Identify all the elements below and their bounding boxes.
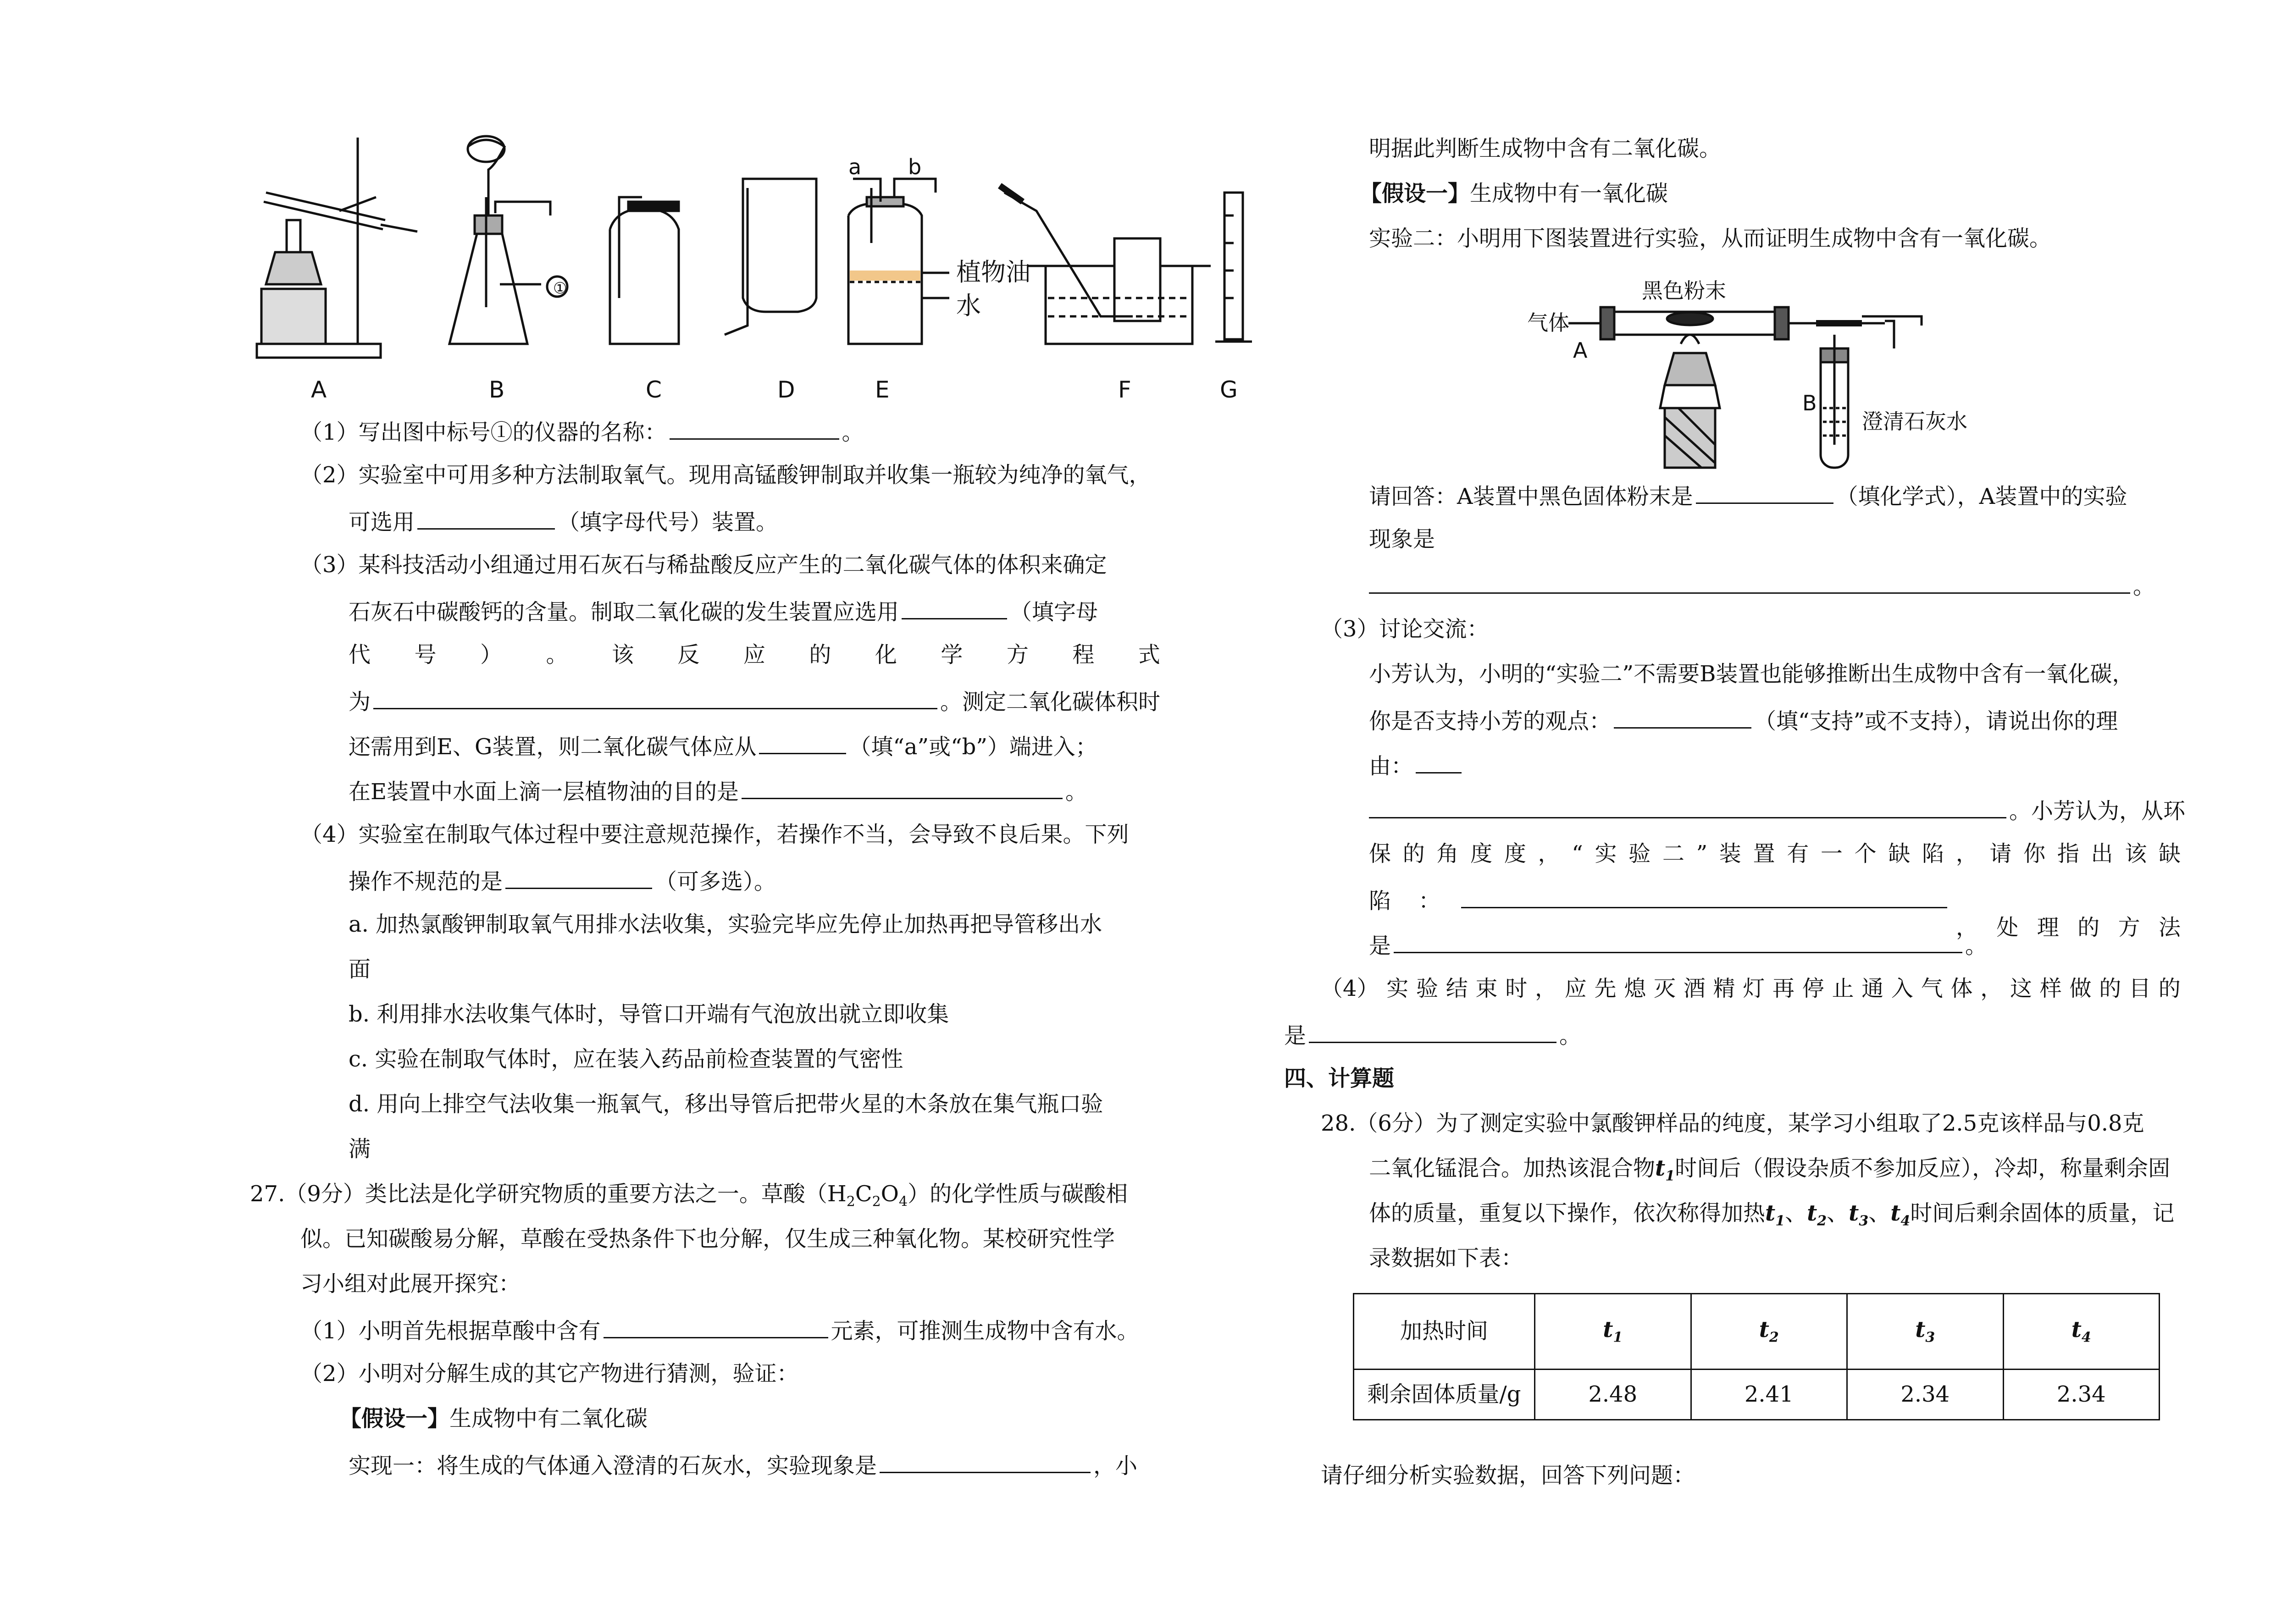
q4-line2: 是 。 — [1284, 1021, 1581, 1050]
q28-line2: 二氧化锰混合。加热该混合物$t_1$时间后（假设杂质不参加反应），冷却，称量剩余固 — [1369, 1155, 2171, 1184]
q28-line4: 录数据如下表： — [1369, 1245, 1523, 1271]
table-row-label: 剩余固体质量/g — [1354, 1370, 1535, 1420]
table-header-t1: $t_1$ — [1535, 1294, 1691, 1370]
apparatus-f-drawing — [1000, 186, 1211, 344]
q28-line5: 请仔细分析实验数据，回答下列问题： — [1321, 1463, 1695, 1488]
q26-1: （1）写出图中标号①的仪器的名称： 。 — [300, 417, 864, 446]
q3-line4: 。小芳认为，从环 — [1369, 796, 2185, 825]
table-row — [1354, 1294, 2160, 1370]
r-answer-3: 。 — [1369, 571, 2155, 600]
table-header-t2: $t_2$ — [1691, 1294, 1847, 1370]
svg-text:①: ① — [553, 279, 567, 298]
table-cell: 2.34 — [2003, 1370, 2160, 1420]
svg-text:B: B — [1802, 391, 1817, 415]
q3-line2: 你是否支持小芳的观点： （填“支持”或不支持），请说出你的理 — [1369, 706, 2118, 735]
r-answer-1: 请回答：A装置中黑色固体粉末是 （填化学式），A装置中的实验 — [1369, 481, 2127, 510]
svg-text:黑色粉末: 黑色粉末 — [1642, 278, 1726, 303]
q26-4-option-a-cont: 面 — [349, 956, 371, 982]
q26-4-option-a: a. 加热氯酸钾制取氧气用排水法收集，实验完毕应先停止加热再把导管移出水 — [349, 911, 1102, 937]
q3-discussion-title: （3）讨论交流： — [1321, 616, 1489, 642]
q27-1: （1）小明首先根据草酸中含有 元素，可推测生成物中含有水。 — [300, 1316, 1139, 1345]
q26-3-line6: 在E装置中水面上滴一层植物油的目的是 。 — [349, 777, 1087, 806]
q3-line6: 陷 ： ， 处 理 的 方 法 — [1369, 886, 2181, 915]
svg-text:b: b — [908, 155, 922, 179]
r-conclusion: 明据此判断生成物中含有二氧化碳。 — [1369, 136, 1722, 161]
q26-2-line1: （2）实验室中可用多种方法制取氧气。现用高锰酸钾制取并收集一瓶较为纯净的氧气， — [300, 462, 1151, 488]
q26-4-line2: 操作不规范的是 （可多选）。 — [349, 867, 776, 895]
data-table — [1353, 1293, 2160, 1420]
table-header-time: 加热时间 — [1354, 1294, 1535, 1370]
svg-text:澄清石灰水: 澄清石灰水 — [1862, 409, 1967, 434]
label-g: G — [1220, 376, 1238, 403]
q3-line5: 保 的 角 度 度 ， “ 实 验 二 ” 装 置 有 一 个 缺 陷 ， 请 你 指 出 该 缺 — [1369, 841, 2181, 867]
q26-4-option-d: d. 用向上排空气法收集一瓶氧气，移出导管后把带火星的木条放在集气瓶口验 — [349, 1091, 1103, 1117]
svg-text:水: 水 — [956, 291, 981, 320]
q26-3-line2: 石灰石中碳酸钙的含量。制取二氧化碳的发生装置应选用 （填字母 — [349, 597, 1098, 626]
q28-line1: 28.（6分）为了测定实验中氯酸钾样品的纯度，某学习小组取了2.5克该样品与0.8克 — [1321, 1110, 2144, 1136]
hypothesis-1: 【假设一】生成物中有二氧化碳 — [339, 1406, 648, 1431]
q26-3-line1: （3）某科技活动小组通过用石灰石与稀盐酸反应产生的二氧化碳气体的体积来确定 — [300, 552, 1107, 578]
apparatus-c-drawing — [610, 197, 679, 344]
section-4-title: 四、计算题 — [1284, 1066, 1395, 1091]
q26-4-option-c: c. 实验在制取气体时，应在装入药品前检查装置的气密性 — [349, 1046, 903, 1072]
label-f: F — [1118, 376, 1131, 403]
label-d: D — [777, 376, 795, 403]
q27-line3: 习小组对此展开探究： — [300, 1271, 521, 1297]
q26-3-line5: 还需用到E、G装置，则二氧化碳气体应从 （填“a”或“b”）端进入； — [349, 732, 1097, 761]
label-a: A — [311, 376, 327, 403]
q27-2: （2）小明对分解生成的其它产物进行猜测，验证： — [300, 1361, 799, 1386]
table-row — [1354, 1370, 2160, 1420]
label-e: E — [875, 376, 890, 403]
svg-text:气体: 气体 — [1527, 310, 1569, 335]
experiment-1: 实现一：将生成的气体通入澄清的石灰水，实验现象是 ，小 — [349, 1451, 1137, 1480]
svg-text:A: A — [1573, 338, 1588, 363]
hypothesis-2: 【假设一】生成物中有一氧化碳 — [1360, 181, 1668, 206]
q27-line2: 似。已知碳酸易分解，草酸在受热条件下也分解，仅生成三种氧化物。某校研究性学 — [300, 1226, 1115, 1252]
q3-line1: 小芳认为，小明的“实验二”不需要B装置也能够推断出生成物中含有一氧化碳， — [1369, 661, 2134, 687]
q26-4-line1: （4）实验室在制取气体过程中要注意规范操作，若操作不当，会导致不良后果。下列 — [300, 822, 1129, 847]
table-cell: 2.34 — [1847, 1370, 2004, 1420]
table-cell: 2.48 — [1535, 1370, 1691, 1420]
q26-3-line4: 为 。测定二氧化碳体积时 — [349, 687, 1160, 716]
q26-3-line3: 代 号 ） 。 该 反 应 的 化 学 方 程 式 — [349, 642, 1160, 668]
table-header-t3: $t_3$ — [1847, 1294, 2004, 1370]
apparatus-d-drawing — [725, 179, 816, 335]
label-b: B — [489, 376, 505, 403]
q26-2-line2: 可选用 （填字母代号）装置。 — [349, 507, 778, 536]
q27-line1: 27.（9分）类比法是化学研究物质的重要方法之一。草酸$(H_2C_2O_4)$的化学性质与碳酸相 — [250, 1181, 1128, 1210]
svg-text:a: a — [848, 155, 862, 179]
q4-line1: （4） 实 验 结 束 时 ， 应 先 熄 灭 酒 精 灯 再 停 止 通 入 气 体 ， 这 样 做 的 目 的 — [1321, 976, 2181, 1001]
table-cell: 2.41 — [1691, 1370, 1847, 1420]
experiment-2: 实验二：小明用下图装置进行实验，从而证明生成物中含有一氧化碳。 — [1369, 226, 2052, 251]
co-apparatus-figure — [1527, 271, 2032, 472]
apparatus-figure — [248, 133, 1302, 417]
label-c: C — [646, 376, 662, 403]
apparatus-b-drawing — [449, 136, 567, 344]
table-header-t4: $t_4$ — [2003, 1294, 2160, 1370]
q26-4-option-b: b. 利用排水法收集气体时，导管口开端有气泡放出就立即收集 — [349, 1001, 949, 1027]
svg-text:植物油: 植物油 — [956, 258, 1030, 287]
apparatus-a-drawing — [257, 138, 417, 358]
q28-line3: 体的质量，重复以下操作，依次称得加热$t_1$、$t_2$、$t_3$、$t_4$时间后剩余固体的质量，记 — [1369, 1200, 2175, 1229]
apparatus-g-drawing — [1215, 193, 1252, 342]
q26-4-option-d-cont: 满 — [349, 1136, 371, 1162]
q3-line3: 由： — [1369, 751, 1464, 780]
apparatus-e-drawing — [848, 155, 1030, 344]
q3-line7: 是 。 — [1369, 931, 1987, 960]
r-answer-2: 现象是 — [1369, 526, 1435, 552]
